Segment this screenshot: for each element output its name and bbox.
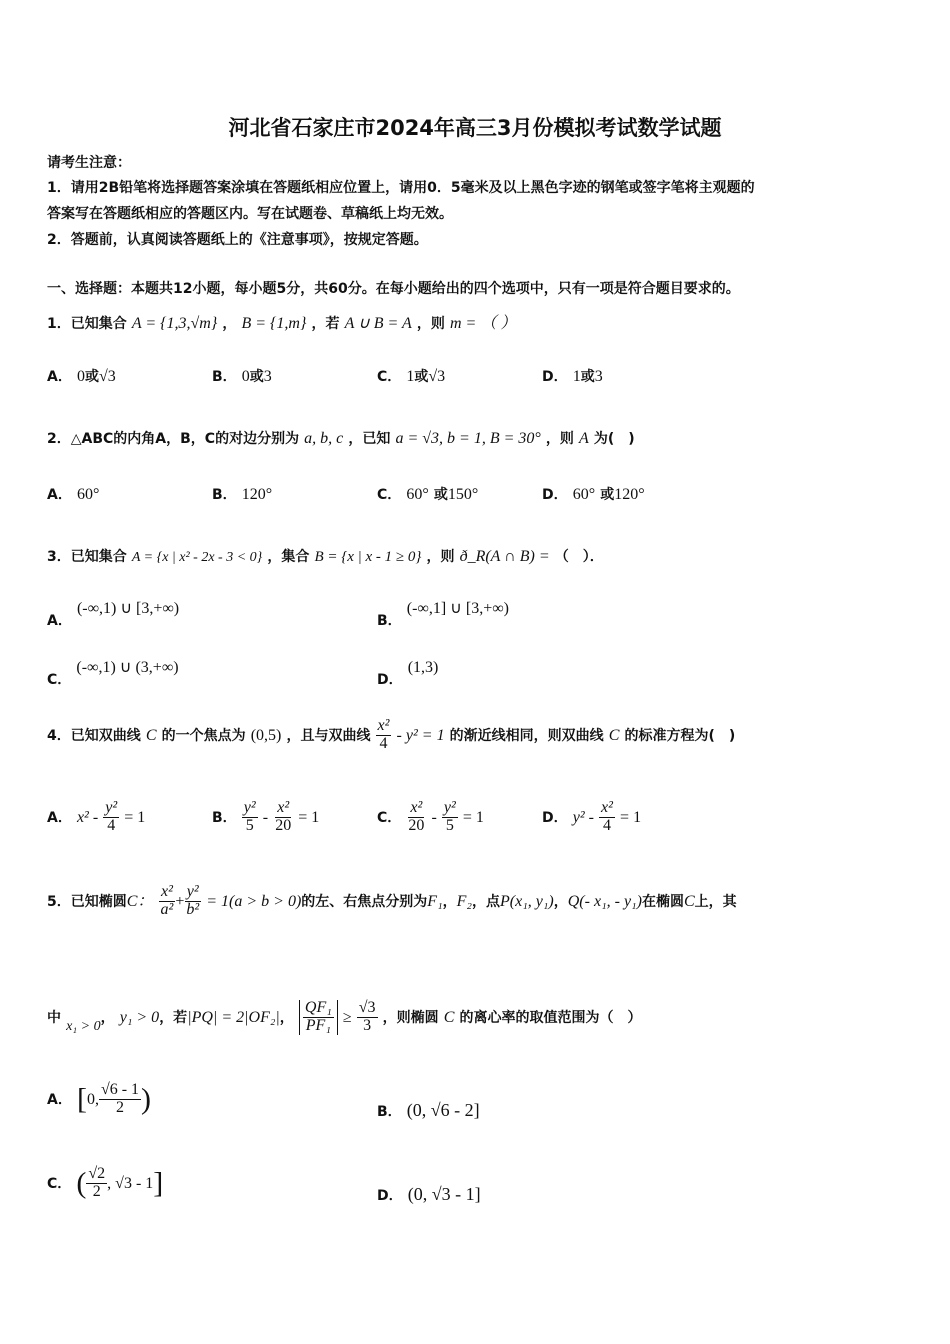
- q1-option-d: [542, 366, 603, 386]
- option-value: 60°: [572, 486, 596, 503]
- q3-expr: ð_R(A ∩ B) =: [459, 548, 550, 565]
- denominator: b²: [186, 900, 200, 918]
- option-fraction: [406, 800, 426, 835]
- q2-option-c: [377, 484, 478, 504]
- q5-option-b: [377, 1100, 480, 1121]
- option-bracket: [: [76, 1082, 87, 1116]
- option-value: (-∞,1) ∪ [3,+∞): [76, 600, 180, 617]
- denominator: 2: [92, 1182, 101, 1200]
- denominator: a²: [160, 900, 174, 918]
- option-label: A．: [47, 369, 72, 385]
- q5-abs-ratio: [299, 1000, 338, 1035]
- option-label: C．: [47, 672, 72, 688]
- q2-prefix: 2．△ABC的内角A，B，C的对边分别为: [47, 431, 300, 447]
- option-label: B．: [212, 809, 237, 826]
- option-label: A．: [47, 809, 72, 826]
- option-bracket: ): [141, 1082, 152, 1116]
- q1-sep: ，: [222, 316, 237, 332]
- denominator: 3: [363, 1016, 372, 1034]
- question-5-line-2: [47, 1000, 641, 1035]
- q5-mid2: ，点: [471, 893, 500, 910]
- option-or: 或: [600, 487, 615, 503]
- denominator: 5: [245, 816, 254, 834]
- q2-mid: ，已知: [348, 431, 391, 447]
- q5-ask: 的离心率的取值范围为（ ）: [459, 1009, 642, 1026]
- option-fraction: [86, 1166, 107, 1201]
- q1-option-b: [212, 366, 272, 386]
- notice-line-1b: 答案写在答题纸相应的答题区内。写在试题卷、草稿纸上均无效。: [47, 206, 453, 222]
- option-value: 0: [76, 368, 85, 385]
- q3-ask: （ ）．: [554, 549, 604, 565]
- q5-ruo: ，若: [159, 1009, 188, 1026]
- option-bracket: (: [76, 1166, 87, 1200]
- q2-option-b: [212, 484, 272, 504]
- q5-comma: ，: [279, 1009, 294, 1026]
- option-or: 或: [249, 369, 264, 385]
- q5-prefix: 5．已知椭圆: [47, 893, 127, 910]
- q5-mid3: 在椭圆: [641, 893, 684, 910]
- q5-fraction-x: [159, 884, 176, 919]
- option-label: A．: [47, 487, 72, 503]
- q2-abc: a, b, c: [304, 430, 344, 447]
- option-value: 1: [572, 368, 581, 385]
- option-value: 150°: [447, 486, 479, 503]
- option-value: 1: [406, 368, 415, 385]
- numerator: x²: [160, 883, 173, 900]
- option-or: 或: [433, 487, 448, 503]
- q1-option-c: [377, 366, 445, 386]
- option-label: B．: [212, 487, 237, 503]
- q3-option-d: [377, 657, 439, 688]
- q5-ratio-fraction: [303, 1000, 334, 1035]
- option-value: (1,3): [407, 659, 439, 676]
- q5-x1: x₁ > 0: [66, 1018, 101, 1034]
- q5-ge: ≥: [342, 1008, 352, 1026]
- q4-focus: (0,5): [250, 726, 282, 744]
- option-value: (0, √6 - 2]: [406, 1100, 480, 1120]
- numerator: x²: [377, 717, 390, 734]
- option-label: A．: [47, 613, 72, 629]
- q5-pq: |PQ| = 2|OF₂|: [187, 1008, 280, 1026]
- option-or: 或: [414, 369, 429, 385]
- q4-mid2: ，且与双曲线: [286, 727, 371, 744]
- q2-option-a: [47, 484, 99, 504]
- q3-mid: ，集合: [267, 549, 310, 565]
- option-value: 120°: [241, 486, 273, 503]
- q5-C3: C: [443, 1008, 455, 1026]
- q2-ask: 为( ): [593, 431, 635, 447]
- q5-eq: = 1(a > b > 0): [206, 892, 302, 910]
- q3-option-b: [377, 598, 509, 629]
- q3-option-c: [47, 657, 179, 688]
- denominator: 20: [275, 816, 292, 834]
- option-term: = 1: [620, 808, 642, 826]
- q4-option-a: [47, 800, 145, 835]
- q5-fraction-y: [184, 884, 201, 919]
- q5-then: ，则椭圆: [382, 1009, 439, 1026]
- option-fraction: [599, 800, 615, 835]
- q2-given: a = √3, b = 1, B = 30°: [395, 430, 541, 447]
- numerator: √6 - 1: [100, 1081, 140, 1098]
- option-label: A．: [47, 1091, 72, 1108]
- option-term: = 1: [462, 808, 484, 826]
- q4-prefix: 4．已知双曲线: [47, 727, 141, 744]
- notice-heading: 请考生注意：: [47, 155, 131, 171]
- denominator: PF₁: [305, 1016, 331, 1034]
- q1-condition: A ∪ B = A: [344, 315, 412, 332]
- option-value: (0, √3 - 1]: [407, 1184, 481, 1204]
- denominator: 5: [445, 816, 454, 834]
- option-label: B．: [377, 613, 402, 629]
- option-term: x² -: [76, 808, 99, 826]
- q5-comma: ，: [553, 893, 568, 910]
- q2-option-d: [542, 484, 645, 504]
- option-value: 120°: [614, 486, 645, 503]
- option-term: -: [431, 808, 437, 826]
- question-2: [47, 428, 635, 448]
- option-value: (-∞,1) ∪ (3,+∞): [76, 659, 179, 676]
- numerator: x²: [277, 799, 290, 816]
- denominator: 4: [379, 734, 388, 752]
- q4-eq-rest: - y² = 1: [396, 726, 445, 744]
- numerator: x²: [410, 799, 423, 816]
- question-1: [47, 310, 516, 333]
- q4-option-c: [377, 800, 484, 835]
- section-heading: 一、选择题：本题共12小题，每小题5分，共60分。在每小题给出的四个选项中，只有一项是符合题目要求的。: [47, 281, 740, 297]
- q4-option-b: [212, 800, 319, 835]
- option-value: 0: [241, 368, 250, 385]
- numerator: y²: [105, 799, 118, 816]
- q5-bound-fraction: [357, 1000, 378, 1035]
- option-bracket: ]: [153, 1166, 164, 1200]
- q1-mid: ，若: [311, 316, 340, 332]
- page-title: 河北省石家庄市2024年高三3月份模拟考试数学试题: [228, 116, 722, 140]
- q4-option-d: [542, 800, 641, 835]
- q5-option-c: [47, 1166, 163, 1201]
- option-or: 或: [580, 369, 595, 385]
- numerator: √3: [358, 999, 376, 1016]
- q5-line2-start: 中: [47, 1009, 61, 1026]
- option-fraction: [103, 800, 119, 835]
- option-term: -: [262, 808, 269, 826]
- option-label: B．: [377, 1104, 402, 1120]
- question-3: [47, 546, 604, 566]
- option-label: D．: [377, 672, 403, 688]
- option-fraction: [273, 800, 293, 835]
- q5-option-a: [47, 1082, 151, 1117]
- numerator: √2: [88, 1165, 106, 1182]
- q5-F1: F₁: [427, 892, 443, 910]
- denominator: 4: [107, 816, 116, 834]
- option-label: C．: [377, 369, 402, 385]
- q5-y1: y₁ > 0: [119, 1008, 160, 1026]
- numerator: y²: [443, 799, 456, 816]
- q4-mid1: 的一个焦点为: [161, 727, 246, 744]
- option-or: 或: [84, 369, 99, 385]
- q5-option-d: [377, 1184, 481, 1205]
- q5-F2: F₂: [456, 892, 472, 910]
- denominator: 20: [408, 816, 425, 834]
- option-term: 0,: [86, 1090, 99, 1108]
- option-fraction: [99, 1082, 141, 1117]
- q1-prefix: 1．已知集合: [47, 316, 127, 332]
- q1-ask: m = （ ）: [450, 315, 517, 332]
- q5-mid1: 的左、右焦点分别为: [301, 893, 428, 910]
- q5-P: P(x₁, y₁): [499, 892, 554, 910]
- q2-A: A: [579, 430, 589, 447]
- option-value: √3: [98, 368, 116, 385]
- numerator: y²: [243, 799, 256, 816]
- q3-prefix: 3．已知集合: [47, 549, 127, 565]
- option-value: (-∞,1] ∪ [3,+∞): [406, 600, 509, 617]
- option-label: C．: [377, 809, 402, 826]
- q3-end: ，则: [426, 549, 455, 565]
- q5-Q: Q(- x₁, - y₁): [567, 892, 642, 910]
- q3-set-a: A = {x | x² - 2x - 3 < 0}: [131, 550, 263, 565]
- numerator: y²: [186, 883, 199, 900]
- q5-comma: ，: [100, 1009, 115, 1026]
- question-4: [47, 718, 735, 753]
- q4-ask: 的标准方程为( ): [624, 727, 736, 744]
- q1-option-a: [47, 366, 116, 386]
- q4-C: C: [145, 726, 157, 744]
- q3-set-b: B = {x | x - 1 ≥ 0}: [314, 549, 422, 565]
- option-label: C．: [47, 1175, 72, 1192]
- q5-C: C：: [126, 892, 154, 910]
- q4-C2: C: [608, 726, 620, 744]
- option-label: D．: [542, 809, 568, 826]
- option-value: 3: [263, 368, 272, 385]
- q1-set-b: B = {1,m}: [241, 315, 307, 332]
- option-fraction: [242, 800, 258, 835]
- option-term: = 1: [298, 808, 320, 826]
- q1-set-a: A = {1,3,√m}: [131, 315, 218, 332]
- option-term: y² -: [572, 808, 594, 826]
- option-value: 3: [594, 368, 603, 385]
- option-term: , √3 - 1: [107, 1174, 154, 1192]
- option-value: 60°: [76, 486, 100, 503]
- q5-plus: +: [175, 892, 185, 910]
- q4-fraction: [376, 718, 392, 753]
- denominator: 2: [115, 1098, 124, 1116]
- q5-C2: C: [683, 892, 695, 910]
- notice-line-2: 2．答题前，认真阅读答题纸上的《注意事项》，按规定答题。: [47, 232, 428, 248]
- option-term: = 1: [124, 808, 146, 826]
- denominator: 4: [603, 816, 611, 834]
- option-label: D．: [542, 369, 568, 385]
- q5-comma: ，: [442, 893, 457, 910]
- q2-end: ，则: [545, 431, 574, 447]
- option-fraction: [442, 800, 458, 835]
- option-label: D．: [377, 1188, 403, 1204]
- q5-end1: 上，其: [694, 893, 737, 910]
- q4-mid3: 的渐近线相同，则双曲线: [449, 727, 604, 744]
- option-value: √3: [428, 368, 446, 385]
- option-label: B．: [212, 369, 237, 385]
- numerator: x²: [601, 799, 613, 816]
- question-5: [47, 884, 737, 919]
- option-value: 60°: [406, 486, 429, 503]
- q3-option-a: [47, 598, 180, 629]
- option-label: C．: [377, 487, 402, 503]
- notice-line-1a: 1．请用2B铅笔将选择题答案涂填在答题纸相应位置上，请用0．5毫米及以上黑色字迹的钢笔或签字笔将主观题的: [47, 180, 755, 196]
- q1-end: ，则: [416, 316, 445, 332]
- option-label: D．: [542, 487, 568, 503]
- numerator: QF₁: [304, 999, 332, 1016]
